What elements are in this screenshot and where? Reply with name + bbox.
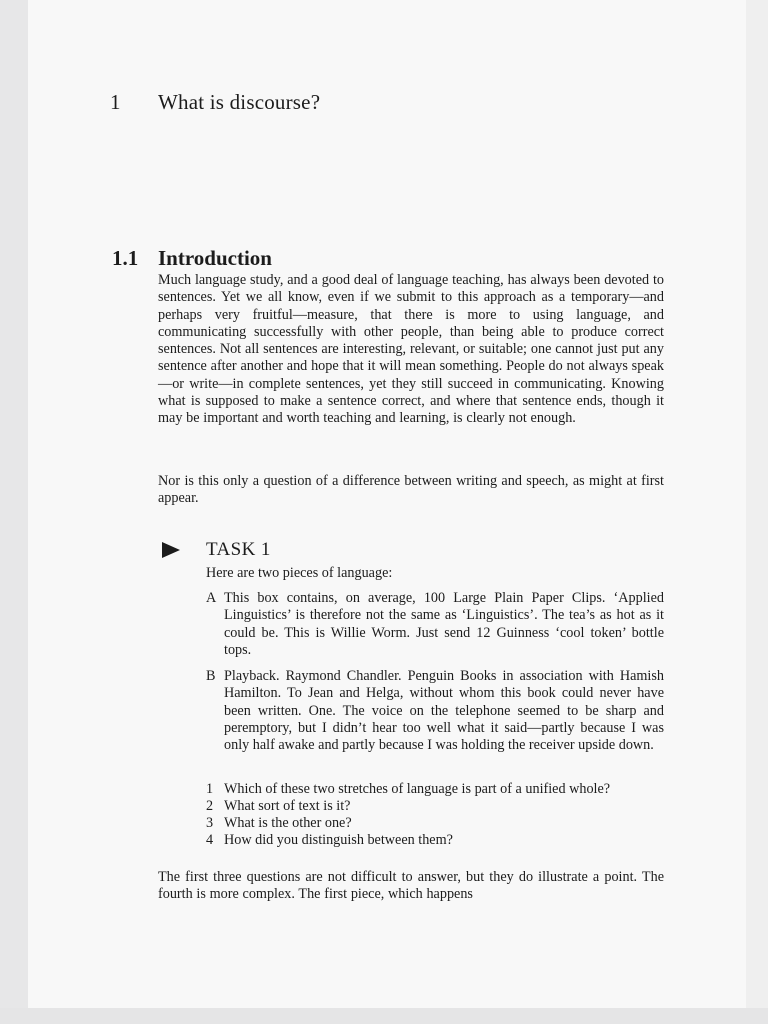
scan-bottom-shadow bbox=[0, 1008, 768, 1024]
question-number: 3 bbox=[206, 815, 214, 831]
language-piece bbox=[206, 668, 664, 754]
task-intro: Here are two pieces of language: bbox=[206, 565, 393, 581]
task-question bbox=[206, 798, 664, 815]
intro-paragraph: Much language study, and a good deal of language teaching, has always been devoted to sentences. Yet we all know, even if we submit to this approach as a temporary—and perhaps very fruitful—measure, that there is more to using language, and communicating successfully with other people, than being able to produce correct sentences. Not all sentences are interesting, relevant, or suitable; one cannot just put any sentence after another and hope that it will mean something. People do not always speak—or write—in complete sentences, yet they still succeed in communicating. Knowing what is supposed to make a sentence correct, and where that sentence ends, though it may be important and worth teaching and learning, is clearly not enough. bbox=[158, 272, 664, 427]
section-number: 1.1 bbox=[112, 246, 139, 270]
chapter-title: What is discourse? bbox=[158, 90, 321, 114]
task-question bbox=[206, 815, 664, 832]
task-question-list bbox=[206, 781, 664, 849]
language-piece-label: B bbox=[206, 668, 216, 684]
language-piece bbox=[206, 590, 664, 659]
task-question bbox=[206, 832, 664, 849]
question-text: How did you distinguish between them? bbox=[224, 832, 453, 848]
closing-paragraph: The first three questions are not difficult to answer, but they do illustrate a point. The fourth is more complex. The first piece, which happens bbox=[158, 869, 664, 903]
scan-right-margin bbox=[746, 0, 768, 1024]
task-title: TASK 1 bbox=[206, 539, 271, 560]
task-question bbox=[206, 781, 664, 798]
section-title: Introduction bbox=[158, 246, 272, 270]
intro-paragraph: Nor is this only a question of a difference between writing and speech, as might at first appear. bbox=[158, 473, 664, 507]
language-piece-text: This box contains, on average, 100 Large Plain Paper Clips. ‘Applied Linguistics’ is therefore not the same as ‘Linguistics’. The tea’s as hot as it could be. This is Willie Worm. Just send 12 Guinness ‘cool token’ bottle tops. bbox=[224, 590, 664, 658]
chapter-number: 1 bbox=[110, 90, 121, 114]
question-text: What sort of text is it? bbox=[224, 798, 351, 814]
question-number: 4 bbox=[206, 832, 214, 848]
scan-left-shadow bbox=[0, 0, 28, 1024]
question-number: 1 bbox=[206, 781, 214, 797]
question-number: 2 bbox=[206, 798, 214, 814]
right-triangle-icon bbox=[160, 540, 182, 560]
language-piece-label: A bbox=[206, 590, 217, 606]
language-piece-text: Playback. Raymond Chandler. Penguin Books in association with Hamish Hamilton. To Jean and Helga, without whom this book could never have been written. One. The voice on the telephone seemed to be sharp and peremptory, but I didn’t hear too well what it said—partly because I was only half awake and partly because I was holding the receiver upside down. bbox=[224, 668, 664, 754]
question-text: What is the other one? bbox=[224, 815, 352, 831]
question-text: Which of these two stretches of language is part of a unified whole? bbox=[224, 781, 611, 797]
